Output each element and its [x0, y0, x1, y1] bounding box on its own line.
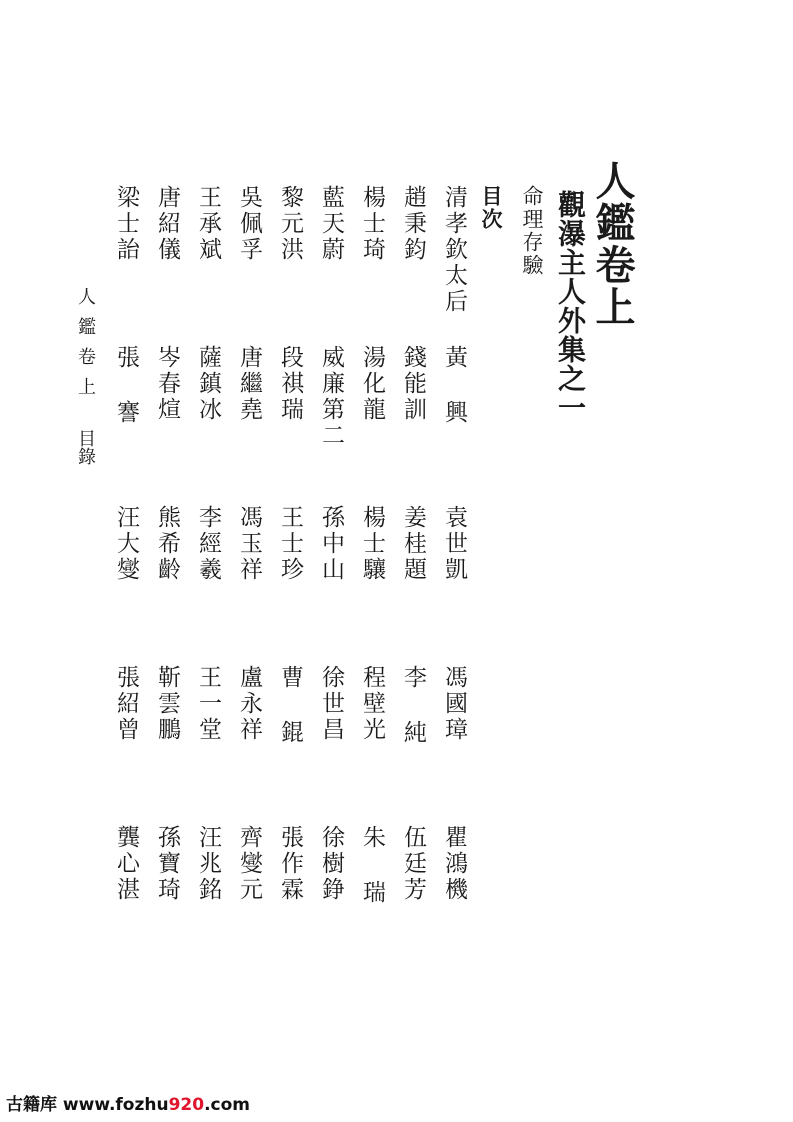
toc-entry: 王承斌: [195, 185, 221, 263]
toc-entry: 薩鎮冰: [195, 345, 221, 423]
toc-entry: 程壁光: [359, 665, 385, 743]
toc-entry: 梁士詒: [113, 185, 139, 263]
toc-entry: 孫寶琦: [154, 825, 180, 903]
book-subtitle: 觀瀑主人外集之一: [554, 190, 587, 422]
margin-note: [76, 287, 94, 465]
toc-entry: 岑春煊: [154, 345, 180, 423]
toc-entry: 唐繼堯: [236, 345, 262, 423]
toc-entry: 張 謇: [113, 345, 139, 426]
toc-entry: 張紹曾: [113, 665, 139, 743]
toc-entry: 靳雲鵬: [154, 665, 180, 743]
footer-url-prefix: www.fozhu: [62, 1095, 169, 1115]
footer-url-suffix: .com: [204, 1095, 251, 1115]
toc-entry: 錢能訓: [400, 345, 426, 423]
toc-entry: 龔心湛: [113, 825, 139, 903]
toc-entry: 黃 興: [441, 345, 467, 426]
toc-entry: 威廉第二: [318, 345, 344, 449]
toc-entry: 李 純: [400, 665, 426, 746]
footer-watermark: [6, 1090, 250, 1115]
toc-entry: 汪兆銘: [195, 825, 221, 903]
footer-url-number: 920: [168, 1095, 205, 1115]
toc-entry: 熊希齡: [154, 505, 180, 583]
toc-entry: 馮國璋: [441, 665, 467, 743]
toc-entry: 袁世凱: [441, 505, 467, 583]
toc-entry: 徐樹錚: [318, 825, 344, 903]
toc-entry: 段祺瑞: [277, 345, 303, 423]
toc-entry: 楊士琦: [359, 185, 385, 263]
margin-title: 人鑑卷上: [75, 287, 96, 407]
toc-entry: 朱 瑞: [359, 825, 385, 906]
toc-entry: 王士珍: [277, 505, 303, 583]
margin-section: 目錄: [75, 429, 96, 465]
toc-entry: 吳佩孚: [236, 185, 262, 263]
footer-site-name: 古籍库: [6, 1095, 57, 1115]
toc-entry: 唐紹儀: [154, 185, 180, 263]
toc-entry: 孫中山: [318, 505, 344, 583]
toc-entry: 張作霖: [277, 825, 303, 903]
toc-entry: 盧永祥: [236, 665, 262, 743]
toc-entry: 曹 錕: [277, 665, 303, 746]
toc-entry: 伍廷芳: [400, 825, 426, 903]
toc-entry: 藍天蔚: [318, 185, 344, 263]
toc-entry: 黎元洪: [277, 185, 303, 263]
toc-entry: 楊士驤: [359, 505, 385, 583]
toc-entry: 王一堂: [195, 665, 221, 743]
toc-entry: 清孝欽太后: [441, 185, 467, 315]
toc-entry: 齊燮元: [236, 825, 262, 903]
toc-entry: 李經羲: [195, 505, 221, 583]
book-title: 人鑑卷上: [589, 160, 636, 328]
section-heading: 命理存驗: [520, 185, 544, 277]
toc-entry: 姜桂題: [400, 505, 426, 583]
toc-entry: 徐世昌: [318, 665, 344, 743]
toc-entry: 趙秉鈞: [400, 185, 426, 263]
toc-entry: 馮玉祥: [236, 505, 262, 583]
toc-entry: 瞿鴻機: [441, 825, 467, 903]
toc-entry: 汪大燮: [113, 505, 139, 583]
toc-entry: 湯化龍: [359, 345, 385, 423]
toc-label: 目次: [479, 185, 504, 231]
